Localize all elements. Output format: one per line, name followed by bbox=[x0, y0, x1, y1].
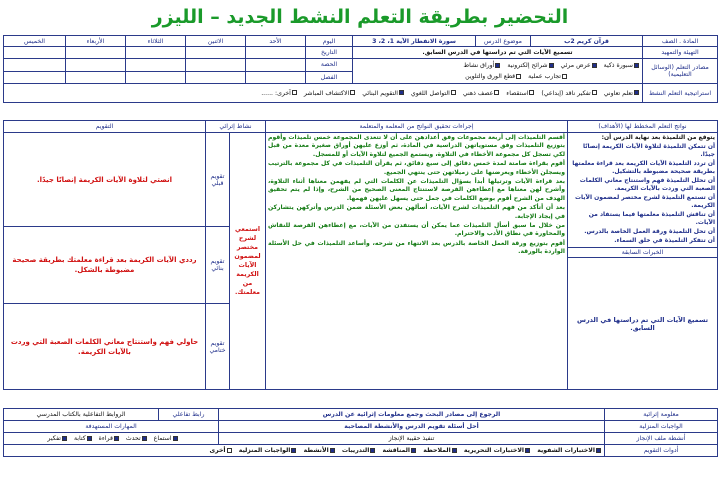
checkbox-icon[interactable] bbox=[173, 436, 178, 441]
procedure-item: أقسم التلميذات إلى أربعة مجموعات وفق أعدادهن على أن لا تتعدى المجموعة خمس تلميذات وأقوم بتوزيع التلميذات وفق مستوياتهن الدراسية في المادة، ثم أوزع عليهن أوراق صغيرة معدة من قبل لكي تسجل كل مجموعة الأخطاء في التلاوة، ويستمع الجميع لتلاوة الآيات أو للمسجل. bbox=[268, 134, 565, 158]
objective-item: أن تناقش التلميذة معلمتها فيما يستفاد من الآيات. bbox=[588, 211, 715, 226]
strategy-option[interactable]: عصف ذهني bbox=[463, 90, 500, 97]
subject-label: المادة . الصف bbox=[643, 36, 718, 47]
date-cell-4[interactable] bbox=[66, 47, 126, 59]
procedure-item: بعد قراءة الآيات وترتيلها أبدأ بسؤال التلميذات عن الكلمات التي لم يفهمن معناها أثناء التلاوة، وأشرح لهن معناها مع إعطاءهن الفرصة لاستنتاج المعنى الصحيح من الشرح، وإذا لم يتم تحقيق الهدف من الشرح أقوم بوضع الكلمات في جمل حتى يسهل عليهن فهمها. bbox=[268, 178, 565, 202]
enrich-label: معلومة إثرائية bbox=[605, 409, 718, 421]
date-cell-1[interactable] bbox=[246, 47, 306, 59]
source-option[interactable]: شرائح إلكترونية bbox=[507, 62, 554, 69]
homework-value: أحل أسئلة تقويم الدرس والأنشطة المصاحبة bbox=[219, 421, 605, 433]
checkbox-icon[interactable] bbox=[350, 90, 355, 95]
topic-value: سورة الانفطار الآية 1، 2، 3 bbox=[353, 36, 476, 47]
checkbox-icon[interactable] bbox=[495, 63, 500, 68]
checkbox-icon[interactable] bbox=[452, 448, 457, 453]
footer-table bbox=[3, 408, 718, 457]
period-cell-5[interactable] bbox=[4, 59, 66, 72]
tool-option[interactable]: الواجبات المنزلية bbox=[239, 447, 298, 454]
period-label: الحصة bbox=[306, 59, 353, 72]
header-table bbox=[3, 35, 718, 103]
strategy-option[interactable]: آخرى: ...... bbox=[261, 90, 298, 97]
skill-option[interactable]: كتابة bbox=[74, 435, 93, 442]
checkbox-icon[interactable] bbox=[227, 448, 232, 453]
assessment-label-final: تقويم ختامي bbox=[206, 304, 230, 390]
class-cell-4[interactable] bbox=[66, 71, 126, 84]
date-cell-5[interactable] bbox=[4, 47, 66, 59]
checkbox-icon[interactable] bbox=[330, 448, 335, 453]
checkbox-icon[interactable] bbox=[411, 448, 416, 453]
objective-item: أن تردد التلميذة الآيات الكريمة بعد قراءة معلمتها بطريقة صحيحة مضبوطة بالتشكيل. bbox=[572, 160, 715, 175]
tool-option[interactable]: الاختبارات الشفوية bbox=[537, 447, 602, 454]
procedures-cell bbox=[266, 133, 568, 390]
checkbox-icon[interactable] bbox=[494, 90, 499, 95]
strategy-option[interactable]: التقويم البنائي bbox=[362, 90, 405, 97]
skill-option[interactable]: قراءة bbox=[99, 435, 120, 442]
topic-label: موضوع الدرس bbox=[476, 36, 531, 47]
checkbox-icon[interactable] bbox=[634, 63, 639, 68]
objectives-intro: يتوقع من التلميذة بعد نهاية الدرس أن: bbox=[601, 134, 715, 141]
source-option[interactable]: سبورة ذكية bbox=[604, 62, 640, 69]
checkbox-icon[interactable] bbox=[291, 448, 296, 453]
source-option[interactable]: قطع الورق والتلوين bbox=[465, 73, 522, 80]
day-sunday: الأحد bbox=[246, 36, 306, 47]
date-cell-3[interactable] bbox=[126, 47, 186, 59]
procedure-item: أقوم بقراءة صامتة لمدة خمس دقائق إلى سبع دقائق، ثم يقرأن التلميذات في كل مجموعة بالترتيب ويسجلن الأخطاء ويعرضنها على زميلاتهن حتى ينتهي الجميع. bbox=[268, 160, 565, 176]
main-table bbox=[3, 120, 718, 390]
skill-option[interactable]: تحدث bbox=[126, 435, 148, 442]
date-label: التاريخ bbox=[306, 47, 353, 59]
strategy-option[interactable]: استقصاء bbox=[506, 90, 535, 97]
source-option[interactable]: أوراق نشاط bbox=[463, 62, 501, 69]
objective-item: أن تحلل التلميذة فهم واستنتاج معاني الكلمات الصعبة التي وردت بالآيات الكريمة. bbox=[579, 177, 715, 192]
checkbox-icon[interactable] bbox=[525, 448, 530, 453]
procedure-item: بعد أن أتأكد من فهم التلميذات لشرح الآيات، أسألهن بعض الأسئلة ضمن الدرس وأتركهن يتشاركن في إيجاد الإجابة. bbox=[268, 204, 565, 220]
checkbox-icon[interactable] bbox=[516, 74, 521, 79]
prior-label: الخبرات السابقة bbox=[568, 248, 718, 258]
class-cell-5[interactable] bbox=[4, 71, 66, 84]
assessment-text-formative: رددي الآيات الكريمة بعد قراءة معلمتك بطريقة صحيحة مضبوطة بالشكل. bbox=[4, 227, 206, 304]
page-title: التحضير بطريقة التعلم النشط الجديد – الليزر bbox=[151, 6, 569, 28]
col-activity: نشاط إثرائي bbox=[206, 121, 266, 133]
tool-option[interactable]: الاختبارات التحريرية bbox=[464, 447, 531, 454]
checkbox-icon[interactable] bbox=[592, 63, 597, 68]
sources-label: مصادر التعلم (الوسائل التعليمية) bbox=[643, 59, 718, 84]
class-cell-1[interactable] bbox=[246, 71, 306, 84]
checkbox-icon[interactable] bbox=[399, 90, 404, 95]
objective-item: أن تتفكر التلميذة في خلق السماء. bbox=[614, 237, 715, 244]
subject-value: قرآن كريم 2ب bbox=[531, 36, 643, 47]
checkbox-icon[interactable] bbox=[87, 436, 92, 441]
tool-option[interactable]: الملاحظة bbox=[423, 447, 458, 454]
procedure-item: أقوم بتوزيع ورقة العمل الخاصة بالدرس بعد الانتهاء من شرحه، وأساعد التلميذات في حل الأسئلة الواردة بالورقة. bbox=[268, 239, 565, 256]
strategy-options bbox=[4, 84, 643, 103]
interactive-value[interactable]: الروابط التفاعلية بالكتاب المدرسي bbox=[4, 409, 159, 421]
class-cell-3[interactable] bbox=[126, 71, 186, 84]
skills-options bbox=[4, 433, 219, 445]
period-cell-2[interactable] bbox=[186, 59, 246, 72]
skill-option[interactable]: تفكير bbox=[47, 435, 68, 442]
objective-item: أن تتمكن التلميذة لتلاوة الآيات الكريمة إنصاتًا جيدًا. bbox=[582, 143, 715, 158]
enrich-value: الرجوع إلى مصادر البحث وجمع معلومات إثرائية عن الدرس bbox=[219, 409, 605, 421]
assessment-text-final: حاولي فهم واستنتاج معاني الكلمات الصعبة التي وردت بالآيات الكريمة. bbox=[4, 304, 206, 390]
period-cell-3[interactable] bbox=[126, 59, 186, 72]
checkbox-icon[interactable] bbox=[114, 436, 119, 441]
day-thursday: الخميس bbox=[4, 36, 66, 47]
date-cell-2[interactable] bbox=[186, 47, 246, 59]
col-objectives: نواتج التعلم المخطط لها (الأهداف) bbox=[568, 121, 718, 133]
objective-item: أن تحل التلميذة ورقة العمل الخاصة بالدرس. bbox=[584, 228, 715, 235]
tools-options bbox=[4, 445, 605, 457]
col-assessment: التقويم bbox=[4, 121, 206, 133]
tools-label: أدوات التقويم bbox=[605, 445, 718, 457]
activity-text: استمعي لشرح مختصر لمضمون الآيات الكريمة من معلمتك. bbox=[230, 133, 266, 390]
checkbox-icon[interactable] bbox=[562, 74, 567, 79]
tool-option[interactable]: المناقشة bbox=[383, 447, 418, 454]
checkbox-icon[interactable] bbox=[529, 90, 534, 95]
objective-item: أن تستمع التلميذة لشرح مختصر لمضمون الآيات الكريمة. bbox=[574, 194, 715, 209]
period-cell-4[interactable] bbox=[66, 59, 126, 72]
tool-option[interactable]: الأنشطة bbox=[304, 447, 336, 454]
checkbox-icon[interactable] bbox=[634, 90, 639, 95]
checkbox-icon[interactable] bbox=[62, 436, 67, 441]
skill-option[interactable]: استماع bbox=[154, 435, 179, 442]
assessment-text-pre: انصتي لتلاوة الآيات الكريمة إنصاتًا جيدًا. bbox=[4, 133, 206, 227]
interactive-label: رابط تفاعلي bbox=[159, 409, 219, 421]
day-tuesday: الثلاثاء bbox=[126, 36, 186, 47]
strategy-option[interactable]: الاكتشاف المباشر bbox=[304, 90, 356, 97]
strategy-option[interactable]: التواصل اللغوي bbox=[411, 90, 457, 97]
procedure-item: من خلال ما سبق أسأل التلميذات عما يمكن أن يستفدن من الآيات، مع إعطاءهن الفرصة للنقاش والمحاورة في نطاق الأدب والاحترام. bbox=[268, 222, 565, 238]
tool-option[interactable]: أخرى bbox=[209, 447, 232, 454]
strategy-option[interactable]: تفكير ناقد (إبداعي) bbox=[541, 90, 597, 97]
period-cell-1[interactable] bbox=[246, 59, 306, 72]
day-monday: الاثنين bbox=[186, 36, 246, 47]
objectives-cell bbox=[568, 133, 718, 248]
intro-value: تسميع الآيات التي تم دراستها في الدرس السابق. bbox=[353, 47, 643, 59]
intro-label: التهيئة والتمهيد bbox=[643, 47, 718, 59]
prior-text: تسميع الآيات التي تم دراستها في الدرس السابق. bbox=[568, 258, 718, 390]
class-label: الفصل bbox=[306, 71, 353, 84]
checkbox-icon[interactable] bbox=[370, 448, 375, 453]
col-procedures: إجراءات تحقيق النواتج من المعلمة والمتعلمة bbox=[266, 121, 568, 133]
assessment-label-formative: تقويم بنائي bbox=[206, 227, 230, 304]
sources-options bbox=[353, 59, 643, 84]
source-option[interactable]: عرض مرئي bbox=[561, 62, 598, 69]
portfolio-value: تنفيذ حقيبة الإنجاز bbox=[219, 433, 605, 445]
checkbox-icon[interactable] bbox=[596, 448, 601, 453]
checkbox-icon[interactable] bbox=[142, 436, 147, 441]
day-wednesday: الأربعاء bbox=[66, 36, 126, 47]
tool-option[interactable]: التدريبات bbox=[342, 447, 377, 454]
checkbox-icon[interactable] bbox=[451, 90, 456, 95]
day-label: اليوم bbox=[306, 36, 353, 47]
portfolio-label: أنشطة ملف الإنجاز bbox=[605, 433, 718, 445]
homework-label: الواجبات المنزلية bbox=[605, 421, 718, 433]
checkbox-icon[interactable] bbox=[549, 63, 554, 68]
source-option[interactable]: تجارب عملية bbox=[528, 73, 568, 80]
assessment-label-pre: تقويم قبلي bbox=[206, 133, 230, 227]
checkbox-icon[interactable] bbox=[292, 90, 297, 95]
checkbox-icon[interactable] bbox=[592, 90, 597, 95]
strategy-label: استراتيجية التعلم النشط bbox=[643, 84, 718, 103]
skills-label: المهارات المستهدفة bbox=[4, 421, 219, 433]
strategy-option[interactable]: تعلم تعاوني bbox=[604, 90, 640, 97]
class-cell-2[interactable] bbox=[186, 71, 246, 84]
